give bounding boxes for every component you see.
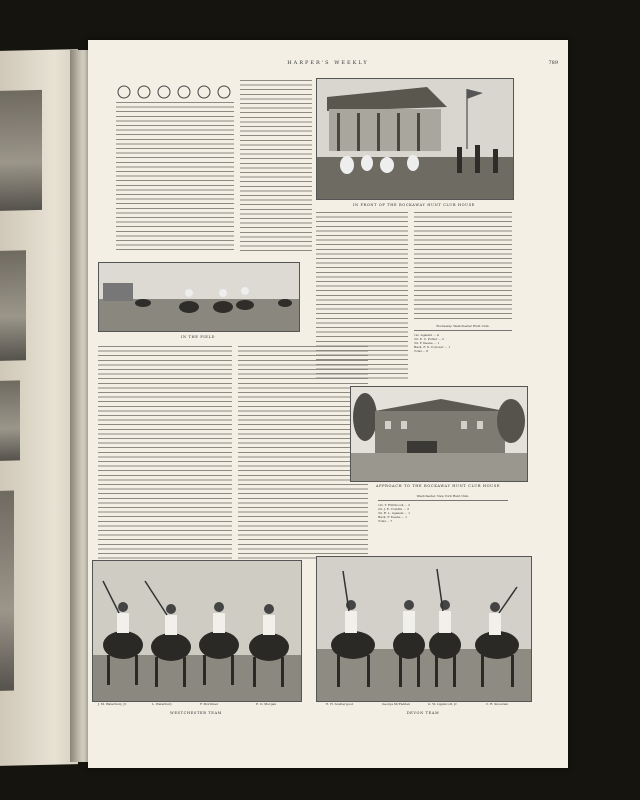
ornamental-heading	[116, 85, 234, 99]
article-column-4a	[414, 212, 512, 320]
score-table-second	[378, 494, 508, 554]
caption-westchester-team: WESTCHESTER TEAM	[170, 711, 222, 715]
caption-approach: APPROACH TO THE ROCKAWAY HUNT CLUB HOUSE	[375, 484, 501, 488]
score-table-second-title: Westchester. New York Hunt Club.	[416, 494, 470, 498]
ornamental-heading-graphic	[116, 85, 234, 99]
player-name: C. R. Snowden	[486, 702, 509, 706]
score-table-first-row: 1st. Agassiz ... 4	[414, 333, 439, 337]
score-table-first-row: Back. F. S. Conover ... 1	[414, 345, 451, 349]
article-column-2b	[238, 346, 368, 560]
left-page-photo-top	[0, 90, 42, 211]
caption-field: IN THE FIELD	[180, 335, 215, 339]
club-house-scene	[317, 79, 513, 199]
player-name: E. D. Morgan	[256, 702, 277, 706]
left-page-photo-middle	[0, 250, 26, 361]
score-table-first-total: Total ... 8	[414, 349, 429, 353]
westchester-team-scene	[93, 561, 301, 701]
photo-field	[98, 262, 300, 332]
caption-club-house: IN FRONT OF THE ROCKAWAY HUNT CLUB HOUSE	[352, 203, 476, 207]
photo-devon-team	[316, 556, 532, 702]
photo-westchester-team	[92, 560, 302, 702]
score-table-first-row: 2d. E. C. Potter ... 2	[414, 337, 444, 341]
newspaper-page	[88, 40, 568, 768]
photo-club-house	[316, 78, 514, 200]
score-table-first-title: Rockaway. Westchester Hunt Club.	[436, 324, 490, 328]
field-scene	[99, 263, 299, 331]
article-column-1a	[116, 102, 234, 252]
article-column-2a	[240, 80, 312, 252]
player-name: F. Mortimer	[200, 702, 219, 706]
score-table-second-row: 2d. J. E. Cowdin ... 3	[378, 507, 409, 511]
score-table-first-rule	[414, 330, 512, 331]
left-page-photo-bottom	[0, 491, 14, 691]
photo-approach	[350, 386, 528, 482]
westchester-player-names	[92, 702, 300, 708]
player-name: E. H. Scattergood	[326, 702, 354, 706]
left-page	[0, 49, 78, 766]
devon-player-names	[316, 702, 530, 708]
devon-team-scene	[317, 557, 531, 701]
approach-scene	[351, 387, 527, 481]
score-table-second-row: 3d. R. L. Agassiz ... 1	[378, 511, 410, 515]
score-table-second-rule	[378, 500, 508, 501]
score-table-second-total: Total ... 7	[378, 519, 393, 523]
caption-devon-team: DEVON TEAM	[406, 711, 440, 715]
page-number: 789	[548, 60, 558, 66]
left-page-photo-lower	[0, 380, 20, 460]
player-name: George McFadden	[382, 702, 411, 706]
player-name: G. W. Lippincott, Jr.	[428, 702, 458, 706]
score-table-first	[414, 324, 512, 384]
player-name: J. M. Waterbury, Jr.	[98, 702, 127, 706]
article-column-1b	[98, 346, 232, 560]
score-table-second-row: Back. F. Keene ... 1	[378, 515, 408, 519]
score-table-first-row: 3d. F. Keene ... 1	[414, 341, 440, 345]
player-name: L. Waterbury	[152, 702, 172, 706]
score-table-second-row: 1st. T. Hitchcock ... 2	[378, 503, 411, 507]
masthead: HARPER'S WEEKLY	[287, 60, 369, 66]
